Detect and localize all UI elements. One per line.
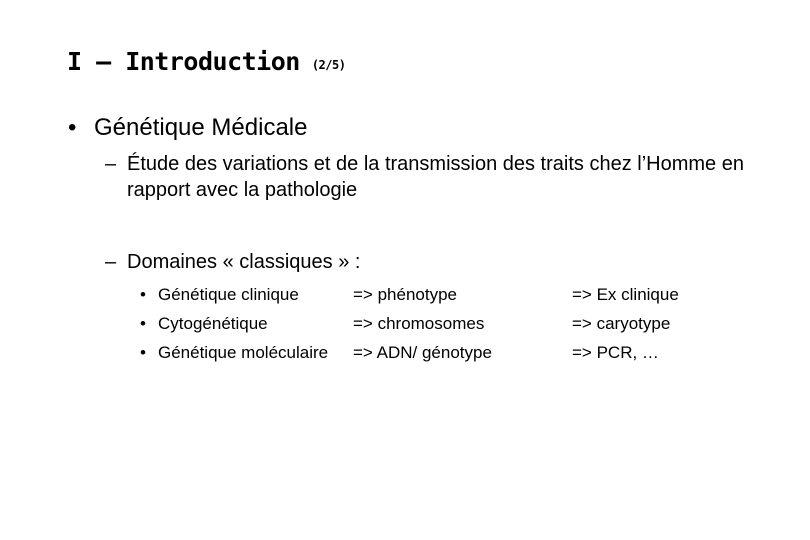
slide-counter: (2/5) [311, 58, 346, 72]
domain-tool: => Ex clinique [572, 285, 679, 304]
sub-bullet-domaines [105, 249, 767, 275]
domain-target: => phénotype [353, 285, 457, 304]
domain-target: => chromosomes [353, 314, 485, 333]
sub-bullet-text: Domaines « classiques » : [127, 251, 361, 273]
dash-icon: – [105, 251, 117, 273]
bullet-icon: • [140, 343, 146, 362]
bullet-icon: • [140, 314, 146, 333]
bullet-icon: • [140, 285, 146, 304]
domain-field: Génétique clinique [158, 285, 299, 304]
dash-icon: – [105, 153, 117, 175]
slide-title-text: I – Introduction [67, 47, 300, 76]
domain-target: => ADN/ génotype [353, 343, 492, 362]
slide-title [67, 45, 345, 82]
sub-bullet-text: Étude des variations et de la transmission des traits chez l’Homme en rapport avec la pathologie [127, 153, 744, 201]
domain-field: Génétique moléculaire [158, 343, 329, 362]
sub-bullet-definition [105, 151, 767, 203]
bullet-genetique-medicale [68, 113, 307, 143]
domain-tool: => PCR, … [572, 343, 659, 362]
bullet-icon: • [68, 114, 77, 141]
domain-field: Cytogénétique [158, 314, 268, 333]
domain-tool: => caryotype [572, 314, 671, 333]
bullet-text: Génétique Médicale [94, 114, 308, 141]
